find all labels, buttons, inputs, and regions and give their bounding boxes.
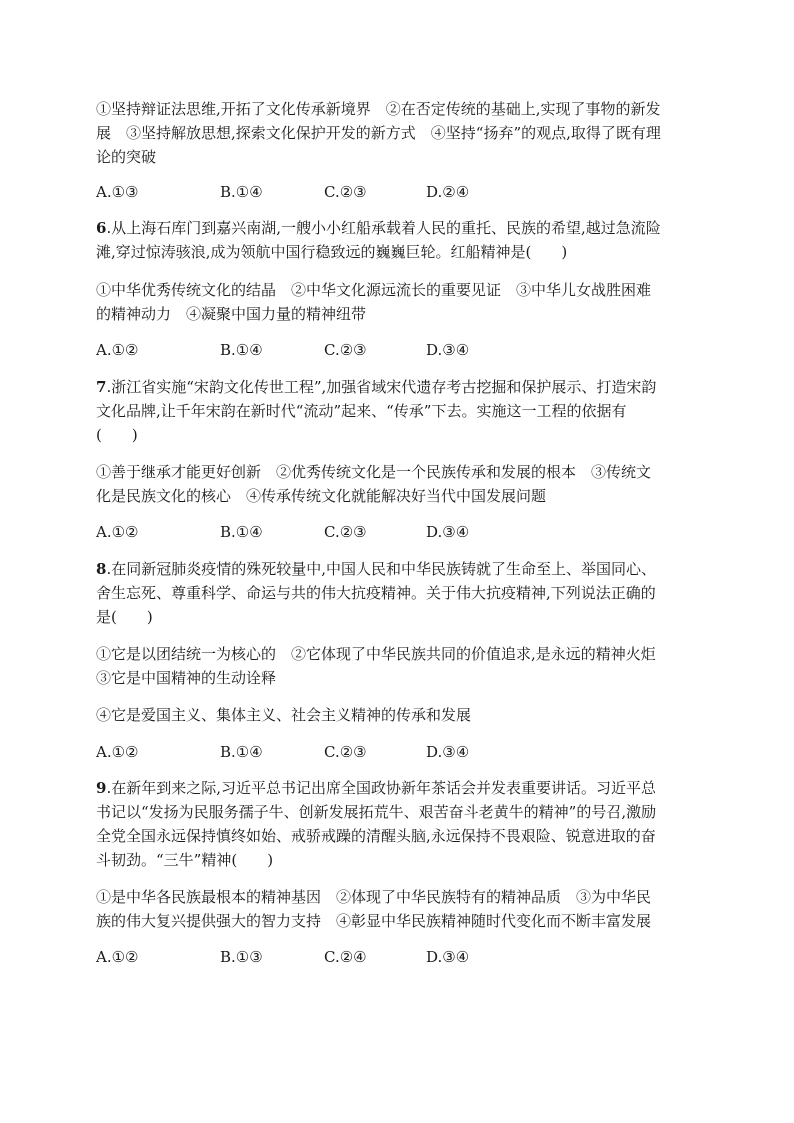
q8-option-d[interactable]: D.③④ bbox=[426, 743, 470, 761]
q9-stem-line: 全党全国永远保持慎终如始、戒骄戒躁的清醒头脑,永远保持不畏艰险、锐意进取的奋 bbox=[96, 827, 656, 845]
q6-stem-line bbox=[96, 216, 696, 240]
q8-option-b[interactable]: B.①④ bbox=[220, 743, 263, 761]
q6-option-b[interactable]: B.①④ bbox=[220, 341, 263, 359]
q5-option-b[interactable]: B.①④ bbox=[220, 183, 263, 201]
q9-statement-line: 族的伟大复兴提供强大的智力支持 ④彰显中华民族精神随时代变化而不断丰富发展 bbox=[96, 912, 652, 930]
q7-statement-line: 化是民族文化的核心 ④传承传统文化就能解决好当代中国发展问题 bbox=[96, 487, 547, 505]
q6-statement-line: ①中华优秀传统文化的结晶 ②中华文化源远流长的重要见证 ③中华儿女战胜困难 bbox=[96, 281, 652, 299]
q8-number: 8 bbox=[96, 560, 107, 578]
q5-statement-line: 论的突破 bbox=[96, 148, 157, 166]
q7-option-d[interactable]: D.③④ bbox=[426, 523, 470, 541]
q9-option-c[interactable]: C.②④ bbox=[324, 948, 367, 966]
q8-stem-line: 是( ) bbox=[96, 608, 153, 626]
q7-statement-line: ①善于继承才能更好创新 ②优秀传统文化是一个民族传承和发展的根本 ③传统文 bbox=[96, 463, 652, 481]
q9-stem-line: 书记以“发扬为民服务孺子牛、创新发展拓荒牛、艰苦奋斗老黄牛的精神”的号召,激励 bbox=[96, 803, 657, 821]
q7-stem-line: ( ) bbox=[96, 426, 138, 444]
q7-options bbox=[96, 520, 696, 544]
q9-option-b[interactable]: B.①③ bbox=[220, 948, 263, 966]
q9-options bbox=[96, 945, 696, 969]
q5-statements bbox=[96, 97, 696, 169]
q6-options bbox=[96, 338, 696, 362]
q7-option-b[interactable]: B.①④ bbox=[220, 523, 263, 541]
q8-option-c[interactable]: C.②③ bbox=[324, 743, 367, 761]
q7-stem bbox=[96, 375, 696, 447]
q5-statement-line: ①坚持辩证法思维,开拓了文化传承新境界 ②在否定传统的基础上,实现了事物的新发 bbox=[96, 100, 661, 118]
q9-statement-line: ①是中华各民族最根本的精神基因 ②体现了中华民族特有的精神品质 ③为中华民 bbox=[96, 888, 652, 906]
q6-option-a[interactable]: A.①② bbox=[96, 341, 139, 359]
q8-option-a[interactable]: A.①② bbox=[96, 743, 139, 761]
q5-option-c[interactable]: C.②③ bbox=[324, 183, 367, 201]
q6-statements bbox=[96, 278, 696, 326]
q7-stem-line: 文化品牌,让千年宋韵在新时代“流动”起来、“传承”下去。实施这一工程的依据有 bbox=[96, 402, 627, 420]
q6-stem-line: 滩,穿过惊涛骇浪,成为领航中国行稳致远的巍巍巨轮。红船精神是( ) bbox=[96, 243, 568, 261]
q8-stem-text: .在同新冠肺炎疫情的殊死较量中,中国人民和中华民族铸就了生命至上、举国同心、 bbox=[106, 560, 656, 578]
q9-stem bbox=[96, 776, 696, 872]
q6-statement-line: 的精神动力 ④凝聚中国力量的精神纽带 bbox=[96, 305, 367, 323]
q9-option-a[interactable]: A.①② bbox=[96, 948, 139, 966]
q8-statement-line: ④它是爱国主义、集体主义、社会主义精神的传承和发展 bbox=[96, 706, 472, 724]
q9-statements bbox=[96, 885, 696, 933]
q6-stem bbox=[96, 216, 696, 264]
q5-option-d[interactable]: D.②④ bbox=[426, 183, 470, 201]
q5-options bbox=[96, 180, 696, 204]
q8-statement-line: ③它是中国精神的生动诠释 bbox=[96, 669, 277, 687]
q9-number: 9 bbox=[96, 779, 107, 797]
q7-option-a[interactable]: A.①② bbox=[96, 523, 139, 541]
q7-stem-line bbox=[96, 375, 696, 399]
q7-stem-text: .浙江省实施“宋韵文化传世工程”,加强省域宋代遗存考古挖掘和保护展示、打造宋韵 bbox=[106, 378, 657, 396]
q9-stem-line bbox=[96, 776, 696, 800]
q7-number: 7 bbox=[96, 378, 107, 396]
q5-statement-line: 展 ③坚持解放思想,探索文化保护开发的新方式 ④坚持“扬弃”的观点,取得了既有理 bbox=[96, 124, 661, 142]
q8-stem bbox=[96, 557, 696, 629]
q6-number: 6 bbox=[96, 219, 107, 237]
q8-stem-line bbox=[96, 557, 696, 581]
q9-stem-text: .在新年到来之际,习近平总书记出席全国政协新年茶话会并发表重要讲话。习近平总 bbox=[106, 779, 656, 797]
q8-options bbox=[96, 740, 696, 764]
q7-option-c[interactable]: C.②③ bbox=[324, 523, 367, 541]
q8-statements bbox=[96, 642, 696, 690]
q9-option-d[interactable]: D.③④ bbox=[426, 948, 470, 966]
q8-stem-line: 舍生忘死、尊重科学、命运与共的伟大抗疫精神。关于伟大抗疫精神,下列说法正确的 bbox=[96, 584, 656, 602]
q6-option-c[interactable]: C.②③ bbox=[324, 341, 367, 359]
q8-statement-extra bbox=[96, 703, 696, 727]
q8-statement-line: ①它是以团结统一为核心的 ②它体现了中华民族共同的价值追求,是永远的精神火炬 bbox=[96, 645, 656, 663]
q9-stem-line: 斗韧劲。“三牛”精神( ) bbox=[96, 851, 274, 869]
q5-option-a[interactable]: A.①③ bbox=[96, 183, 139, 201]
q6-stem-text: .从上海石库门到嘉兴南湖,一艘小小红船承载着人民的重托、民族的希望,越过急流险 bbox=[106, 219, 661, 237]
q7-statements bbox=[96, 460, 696, 508]
q6-option-d[interactable]: D.③④ bbox=[426, 341, 470, 359]
